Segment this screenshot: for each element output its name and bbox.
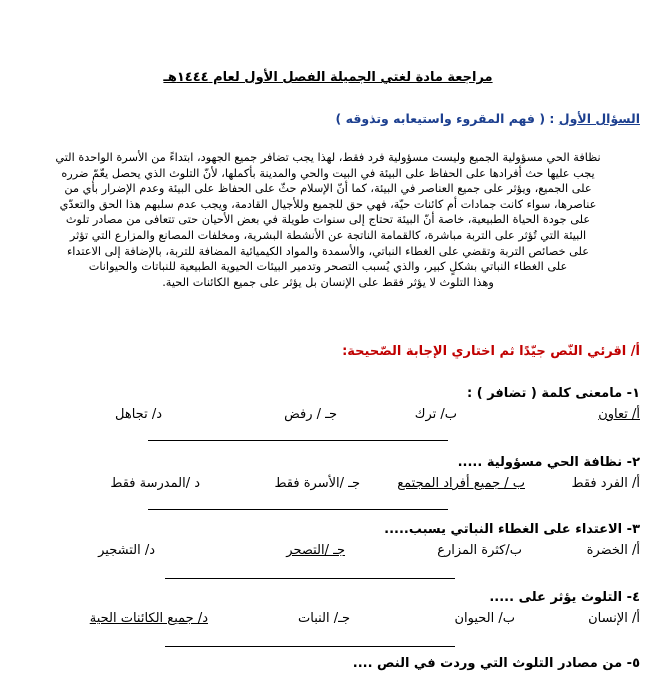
option-a[interactable]: أ/ الخضرة bbox=[586, 543, 640, 558]
option-b[interactable]: ب/ ترك bbox=[414, 407, 457, 422]
reading-passage bbox=[14, 150, 642, 290]
option-b[interactable]: ب/كثرة المزارع bbox=[437, 543, 522, 558]
question-2 bbox=[16, 455, 640, 496]
section-separator: : bbox=[545, 111, 559, 126]
options-row bbox=[16, 476, 640, 496]
question-text: ٢- نظافة الحي مسؤولية ..... bbox=[457, 455, 640, 470]
passage-line: نظافة الحي مسؤولية الجميع وليست مسؤولية فرد فقط، لهذا يجب تضافر جميع الجهود، ابتداءً من الأسرة الواحدة التي bbox=[55, 151, 601, 164]
option-d[interactable]: د/ تجاهل bbox=[115, 407, 162, 422]
option-c[interactable]: جـ /التصحر bbox=[286, 543, 345, 558]
passage-line: على جودة الحياة الطبيعية، خاصة أنّ البيئة تحتاج إلى سنوات طويلة في بعض الأحيان حتى تتعافى من مصادر تلوث bbox=[65, 213, 591, 227]
question-1 bbox=[16, 386, 640, 427]
question-text: ٤- التلوث يؤثر على ..... bbox=[489, 590, 640, 605]
option-d[interactable]: د/ جميع الكائنات الحية bbox=[89, 611, 208, 626]
answer-line bbox=[165, 646, 455, 647]
options-row bbox=[16, 407, 640, 427]
passage-line: عناصرها، سواء كانت جمادات أم كائنات حيّة، فهي حق للجميع وللأجيال القادمة، ويجب عدم سلبهم هذا الحق والتعدّي bbox=[59, 197, 597, 211]
option-d[interactable]: د/ التشجير bbox=[98, 543, 155, 558]
option-a[interactable]: أ/ الإنسان bbox=[588, 611, 640, 626]
passage-line: على خصائص التربة وتقضي على الغطاء النباتي، والأسمدة والمواد الكيميائية المضافة للتربة، بالإضافة إلى الاعتداء bbox=[66, 244, 590, 258]
options-row bbox=[16, 611, 640, 631]
passage-line: وهذا التلوث لا يؤثر فقط على الإنسان بل يؤثر على جميع الكائنات الحية. bbox=[162, 275, 494, 289]
option-d[interactable]: د /المدرسة فقط bbox=[110, 476, 200, 491]
question-text: ٥- من مصادر التلوث التي وردت في النص .... bbox=[352, 656, 640, 671]
question-text: ١- مامعنى كلمة ( تضافر ) : bbox=[467, 386, 640, 401]
answer-line bbox=[165, 578, 455, 579]
question-4 bbox=[16, 590, 640, 631]
option-c[interactable]: جـ / رفض bbox=[284, 407, 337, 422]
question-5 bbox=[16, 656, 640, 671]
passage-line: على الجميع، ويؤثر على جميع العناصر في البيئة، كما أنّ الإسلام حثّ على الحفاظ على البيئة وعدم الإضرار بأي من bbox=[64, 182, 592, 196]
passage-line: يجب عليها حث أفرادها على الحفاظ على البيئة في البيت والحي والمدينة بأكملها، لأنّ التلوث الذي يحصل يعّمّ ضرره bbox=[61, 166, 595, 180]
option-c[interactable]: جـ /الأسرة فقط bbox=[274, 476, 360, 491]
answer-line bbox=[148, 509, 448, 510]
section-topic: ( فهم المقروء واستيعابه وتذوقه ) bbox=[335, 111, 546, 126]
options-row bbox=[16, 543, 640, 563]
option-c[interactable]: جـ/ النبات bbox=[298, 611, 350, 626]
worksheet-title: مراجعة مادة لغتي الجميلة الفصل الأول لعام ١٤٤٤هـ bbox=[163, 70, 493, 85]
option-b[interactable]: ب/ الحيوان bbox=[454, 611, 515, 626]
question-text: ٣- الاعتداء على الغطاء النباتي يسبب..... bbox=[384, 522, 640, 537]
answer-line bbox=[148, 440, 448, 441]
option-b[interactable]: ب / جميع أفراد المجتمع bbox=[397, 476, 525, 491]
question-3 bbox=[16, 522, 640, 563]
passage-line: البيئة التي تُؤثر على التربة مباشرة، كالقمامة الناتجة عن الأنشطة البشرية، ومخلفات المصانع والمزارع التي تؤثر bbox=[69, 228, 587, 242]
option-a[interactable]: أ/ تعاون bbox=[598, 407, 640, 422]
passage-line: على الغطاء النباتي بشكلٍ كبير، والذي يُسبب التصحر وتدمير البيئات الحيوية الطبيعية للنباتات والحيوانات bbox=[88, 260, 568, 274]
section-label: السؤال الأول bbox=[558, 111, 640, 126]
section-heading bbox=[336, 111, 640, 126]
option-a[interactable]: أ/ الفرد فقط bbox=[571, 476, 640, 491]
instruction-heading: أ/ اقرئي النّص جيّدًا ثم اختاري الإجابة الصّحيحة: bbox=[342, 344, 640, 359]
